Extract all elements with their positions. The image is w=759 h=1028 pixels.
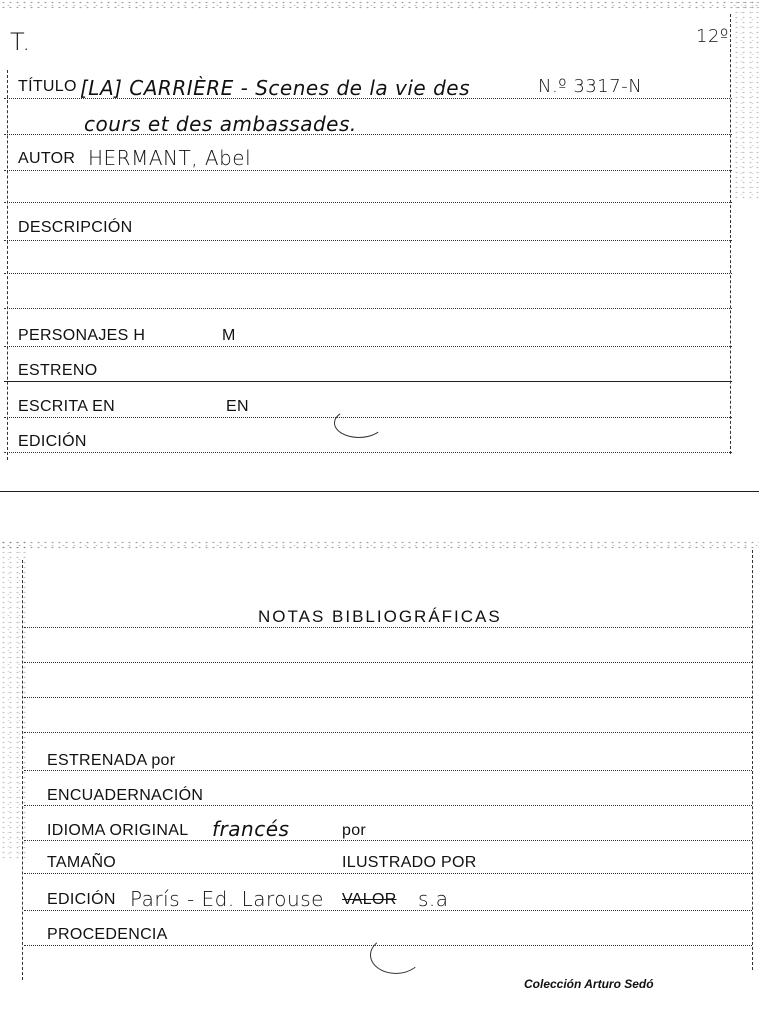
rule (4, 273, 732, 274)
descripcion-label: DESCRIPCIÓN (18, 219, 133, 236)
rule (4, 308, 732, 309)
card-left-edge (22, 560, 23, 980)
idioma-value: francés (212, 817, 290, 841)
edicion-label-top: EDICIÓN (18, 433, 87, 450)
rule (24, 770, 752, 771)
rule (24, 805, 752, 806)
ilustrado-label: ILUSTRADO POR (342, 854, 477, 871)
scan-edge-noise (0, 0, 759, 10)
estreno-label: ESTRENO (18, 362, 98, 379)
personajes-m-label: M (222, 327, 236, 344)
rule (4, 98, 732, 99)
corner-mark-left: T. (10, 28, 31, 56)
rule (24, 840, 752, 841)
personajes-label: PERSONAJES H (18, 327, 146, 344)
catalog-number: N.º 3317-N (538, 76, 643, 97)
pen-stroke (370, 936, 422, 974)
rule (4, 134, 732, 135)
edicion-value: París - Ed. Larouse (130, 887, 324, 911)
encuadernacion-label: ENCUADERNACIÓN (47, 787, 204, 804)
notas-bibliograficas-title: NOTAS BIBLIOGRÁFICAS (258, 607, 502, 626)
edicion-label-bottom: EDICIÓN (47, 891, 116, 908)
card-right-edge (752, 550, 753, 970)
rule (4, 170, 732, 171)
titulo-value-line2: cours et des ambassades. (84, 112, 357, 136)
estrenada-label: ESTRENADA por (47, 752, 176, 769)
rule (24, 873, 752, 874)
corner-mark-right: 12º (696, 26, 729, 47)
titulo-value-line1: [LA] CARRIÈRE - Scenes de la vie des (80, 76, 470, 100)
card-right-edge (730, 14, 731, 454)
valor-label: VALOR (342, 891, 397, 908)
card-bottom-edge (0, 491, 759, 492)
procedencia-label: PROCEDENCIA (47, 926, 168, 943)
rule (24, 662, 752, 663)
rule (24, 697, 752, 698)
rule (24, 627, 752, 628)
rule (4, 452, 732, 453)
card-left-edge (7, 70, 8, 460)
en-label: EN (226, 398, 249, 415)
coleccion-stamp: Colección Arturo Sedó (524, 977, 654, 991)
escrita-en-label: ESCRITA EN (18, 398, 115, 415)
autor-value: HERMANT, Abel (88, 146, 252, 170)
rule (4, 202, 732, 203)
rule (24, 732, 752, 733)
titulo-label: TÍTULO (18, 78, 77, 95)
rule (4, 381, 732, 382)
rule (4, 240, 732, 241)
autor-label: AUTOR (18, 150, 76, 167)
tamano-label: TAMAÑO (47, 854, 117, 871)
valor-value: s.a (418, 887, 449, 911)
idioma-label: IDIOMA ORIGINAL (47, 822, 189, 839)
por-label: por (342, 822, 367, 839)
catalog-card-top (0, 0, 759, 500)
scan-edge-noise-right (733, 0, 759, 200)
pen-stroke (334, 408, 384, 438)
rule (24, 910, 752, 911)
rule (4, 346, 732, 347)
